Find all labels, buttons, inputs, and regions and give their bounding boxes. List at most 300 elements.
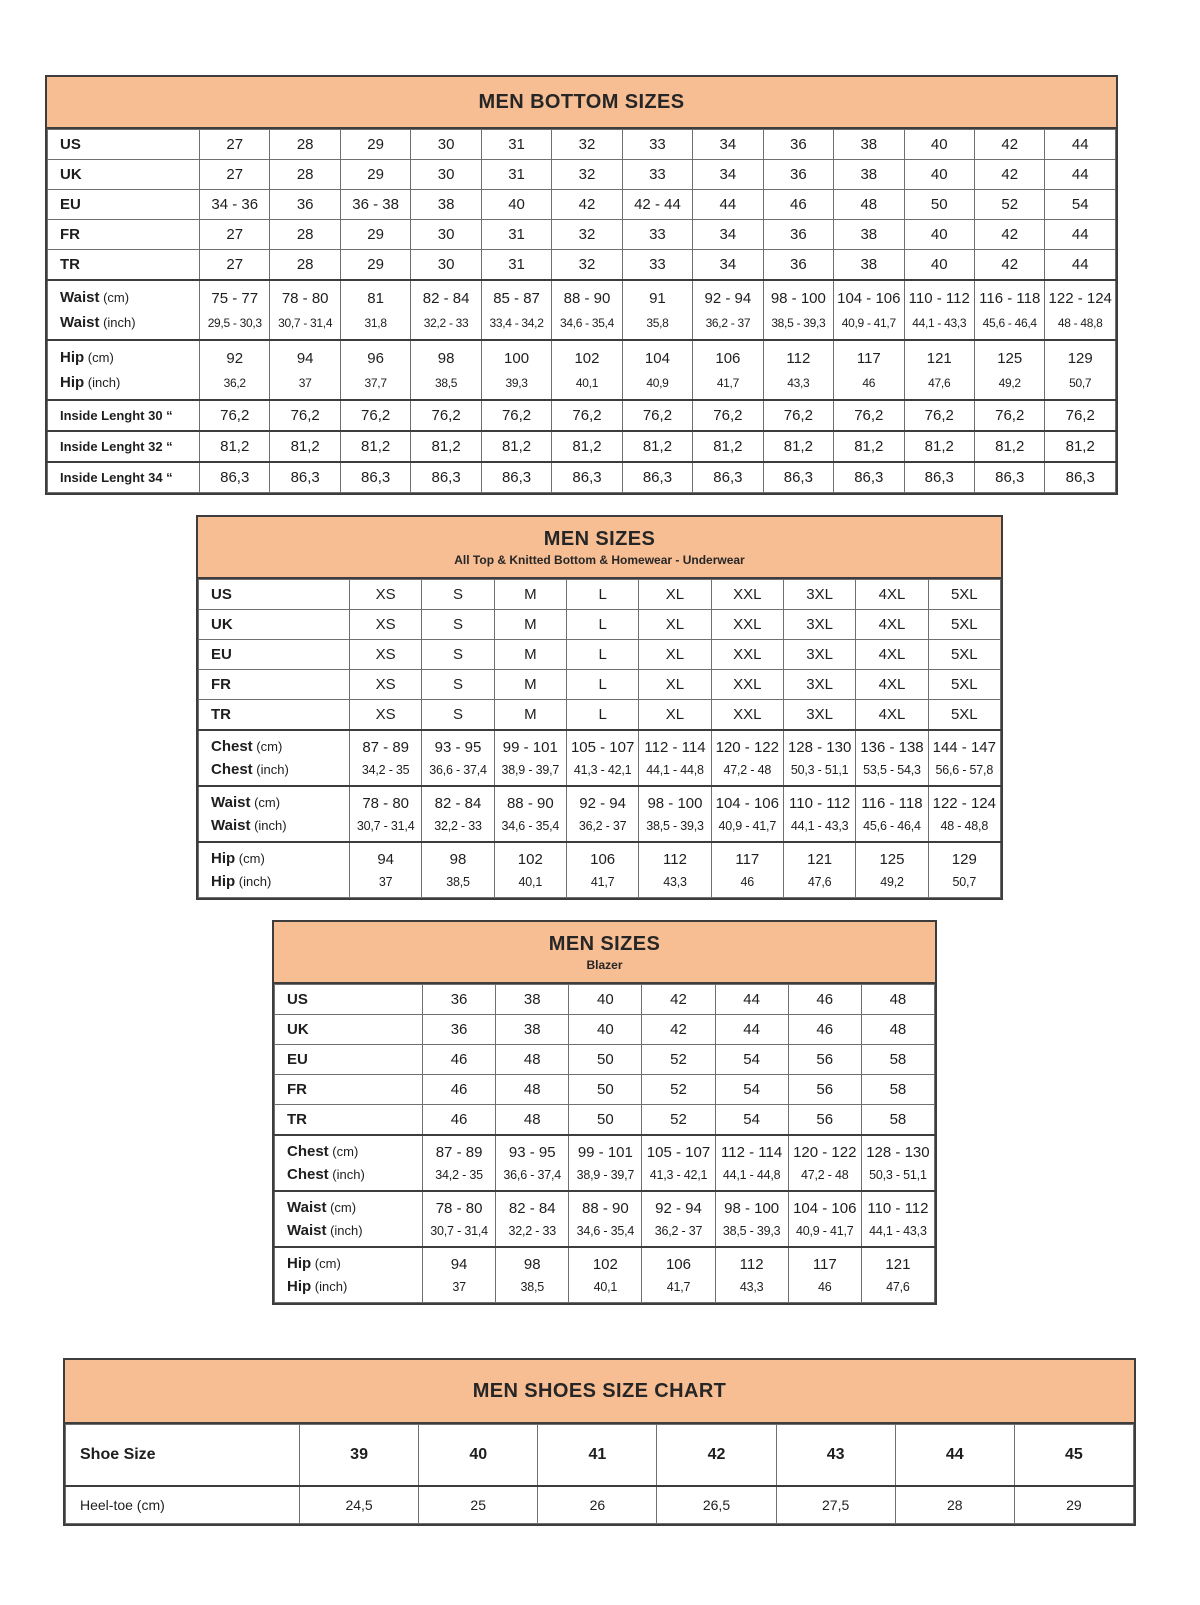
value-cell [481,280,551,340]
value-stack [567,731,638,785]
value-cell: 48 [496,1105,569,1136]
value-stack [834,341,903,399]
value-cm: 120 - 122 [715,738,779,756]
value-stack [422,731,493,785]
value-cell: 28 [270,250,340,281]
value-inch: 37 [378,875,393,890]
value-stack [496,1192,568,1246]
value-cell: 50 [904,190,974,220]
value-cell: XL [639,610,711,640]
row-label-cell [199,700,350,731]
value-cell: 46 [788,985,861,1015]
value-cell [861,1247,934,1303]
value-cell: S [422,700,494,731]
value-cell: 48 [496,1045,569,1075]
value-inch: 49,2 [880,875,904,890]
value-cm: 85 - 87 [493,290,540,307]
value-cell: 42 [642,1015,715,1045]
value-inch: 41,7 [716,376,739,390]
value-cell: 86,3 [834,462,904,493]
value-inch: 40,1 [593,1280,618,1295]
value-cell: 27,5 [776,1486,895,1524]
value-cell [711,842,783,898]
row-label-stack [211,731,349,785]
value-cell: 3XL [783,580,855,610]
value-cell [569,1135,642,1191]
value-stack [552,341,621,399]
value-cell [270,280,340,340]
table-row [48,431,1116,462]
value-stack [569,1192,641,1246]
value-stack [712,787,783,841]
row-label-cell [199,670,350,700]
value-inch: 50,7 [952,875,977,890]
value-inch: 38,5 - 39,3 [646,819,704,834]
table-row [275,1045,935,1075]
value-cm: 136 - 138 [860,738,924,756]
value-cell: 42 [974,250,1044,281]
value-cell [552,340,622,400]
value-inch: 36,6 - 37,4 [503,1168,561,1183]
value-cm: 94 [377,850,394,868]
value-cell: 31 [481,160,551,190]
row-label: TR [287,1111,307,1128]
row-label-cell [66,1425,300,1487]
value-cell: 38 [834,220,904,250]
row-label: Chest (cm) [211,737,283,755]
row-label: Heel-toe (cm) [80,1497,165,1513]
table-row [48,130,1116,160]
value-cm: 92 - 94 [655,1199,702,1217]
value-cm: 93 - 95 [434,738,482,756]
value-cell: 81,2 [622,431,692,462]
value-cell: 86,3 [481,462,551,493]
table-subtitle: Blazer [586,957,623,972]
row-label: US [211,586,232,603]
value-inch: 31,8 [364,316,387,330]
value-inch: 35,8 [646,316,669,330]
value-cell: 86,3 [1045,462,1116,493]
row-label-cell [48,250,200,281]
value-stack [411,281,480,339]
value-cm: 125 [997,350,1023,367]
row-label: US [287,991,308,1008]
value-cm: 112 [739,1255,764,1273]
row-label: UK [287,1021,309,1038]
value-inch: 44,1 - 43,3 [790,819,849,834]
value-cell: M [494,580,566,610]
value-inch: 47,2 - 48 [723,763,772,778]
value-cell: M [494,700,566,731]
value-cell [715,1247,788,1303]
row-label: Hip (cm) [211,849,265,867]
row-label-cell [275,1247,423,1303]
value-cell: 81,2 [552,431,622,462]
value-cm: 104 - 106 [715,794,779,812]
value-stack [716,1192,788,1246]
value-inch: 41,3 - 42,1 [649,1168,708,1183]
value-cell: M [494,670,566,700]
table-row [275,1191,935,1247]
row-label: UK [60,166,82,183]
value-cell: 76,2 [834,400,904,431]
value-cell: 50 [569,1075,642,1105]
value-cell [422,730,494,786]
table-row [275,1105,935,1136]
men-sizes-top-table [196,515,1003,900]
value-cell [861,1135,934,1191]
value-cell [411,340,481,400]
value-cell: 76,2 [340,400,410,431]
row-label: Chest (inch) [211,761,289,779]
value-stack [350,731,421,785]
value-cell: 34 [693,250,763,281]
value-cell: 32 [552,160,622,190]
value-cell: 31 [481,130,551,160]
value-inch: 36,2 - 37 [705,316,751,330]
value-cell: 40 [904,220,974,250]
value-inch: 37 [452,1280,466,1295]
value-cell: 31 [481,220,551,250]
value-cm: 75 - 77 [211,290,259,307]
value-cell: 81,2 [834,431,904,462]
table-row [199,670,1001,700]
value-cell: 52 [642,1075,715,1105]
value-inch: 47,6 [807,875,832,890]
value-cell: 86,3 [763,462,833,493]
row-label-stack [60,341,199,399]
value-cm: 120 - 122 [793,1143,857,1161]
value-inch: 40,9 - 41,7 [841,316,896,330]
value-cell: 44 [693,190,763,220]
table-row [275,1015,935,1045]
value-inch: 43,3 [663,875,687,890]
value-inch: 37,7 [364,376,387,390]
value-cell: XXL [711,670,783,700]
value-cell: L [566,580,638,610]
value-cell: 28 [895,1486,1014,1524]
value-cell: 38 [411,190,481,220]
value-cell: 76,2 [552,400,622,431]
value-cell: 29 [340,250,410,281]
value-cell [834,280,904,340]
value-cell: XXL [711,700,783,731]
table-row [48,190,1116,220]
value-cm: 88 - 90 [563,290,611,307]
value-cell [569,1247,642,1303]
value-inch: 34,6 - 35,4 [576,1224,635,1239]
table-row [275,985,935,1015]
value-inch: 43,3 [739,1280,764,1295]
value-cm: 112 - 114 [721,1143,783,1161]
value-cell: S [422,580,494,610]
value-cm: 122 - 124 [1048,290,1112,307]
value-stack [1045,281,1115,339]
men-bottom-sizes-table [45,75,1118,495]
value-cell: 27 [200,160,270,190]
value-cell [494,842,566,898]
value-inch: 46 [818,1280,832,1295]
value-cell: 40 [569,1015,642,1045]
value-cell: 44 [715,985,788,1015]
value-cell [496,1191,569,1247]
value-inch: 50,3 - 51,1 [790,763,849,778]
value-cell [974,340,1044,400]
value-inch: 44,1 - 43,3 [869,1224,927,1239]
value-inch: 29,5 - 30,3 [207,316,262,330]
value-cell: 44 [715,1015,788,1045]
value-cell: 48 [861,1015,934,1045]
value-cm: 92 - 94 [579,794,626,812]
value-cell [642,1191,715,1247]
value-inch: 40,9 [646,376,669,390]
row-label-cell [48,431,200,462]
value-cell: 86,3 [904,462,974,493]
value-cell: 27 [200,250,270,281]
value-cell: 46 [423,1075,496,1105]
value-cell: 39 [300,1425,419,1487]
value-cell: 56 [788,1075,861,1105]
value-cell: 42 [642,985,715,1015]
value-cm: 144 - 147 [932,738,996,756]
value-cell [715,1191,788,1247]
value-cell: 36 [763,130,833,160]
value-stack [495,731,566,785]
value-cell [622,280,692,340]
value-cell [569,1191,642,1247]
value-cell [642,1135,715,1191]
table-row [199,640,1001,670]
value-cell: 76,2 [693,400,763,431]
value-cell: 44 [895,1425,1014,1487]
table-title: MEN SIZES [548,932,661,955]
table-subtitle: All Top & Knitted Bottom & Homewear - Underwear [454,552,745,567]
value-inch: 44,1 - 44,8 [722,1168,781,1183]
value-stack [350,843,421,897]
value-cell: 81,2 [763,431,833,462]
value-cm: 94 [296,350,314,367]
value-inch: 46 [740,875,755,890]
value-cell [350,842,422,898]
value-cell: 24,5 [300,1486,419,1524]
value-cell [928,842,1000,898]
value-stack [567,787,638,841]
value-cell: XXL [711,610,783,640]
value-cell: 32 [552,250,622,281]
value-stack [789,1136,861,1190]
value-cell: 76,2 [200,400,270,431]
value-cell [783,730,855,786]
value-cell: 30 [411,250,481,281]
value-cm: 112 [786,350,811,367]
value-inch: 50,3 - 51,1 [869,1168,927,1183]
value-cm: 116 - 118 [979,290,1041,307]
value-stack [929,843,1000,897]
value-inch: 50,7 [1069,376,1092,390]
table-row [48,220,1116,250]
value-cell: 56 [788,1045,861,1075]
value-cell [783,786,855,842]
value-inch: 36,2 - 37 [578,819,627,834]
value-cell: L [566,610,638,640]
row-label-stack [60,281,199,339]
table-row [66,1425,1134,1487]
value-cell: 86,3 [340,462,410,493]
value-cell [496,1247,569,1303]
row-label-cell [48,190,200,220]
value-cm: 98 [449,850,467,868]
row-label: Hip (cm) [287,1254,341,1272]
row-label-stack [287,1248,422,1302]
value-cell: 76,2 [1045,400,1116,431]
row-label: Hip (inch) [211,873,272,891]
men-sizes-top-grid [198,579,1001,898]
value-stack [642,1192,714,1246]
value-cell: 32 [552,130,622,160]
value-stack [856,787,927,841]
value-cell [788,1191,861,1247]
value-cell: 29 [340,160,410,190]
value-cell [200,340,270,400]
value-cm: 78 - 80 [362,794,410,812]
value-cell: 5XL [928,580,1000,610]
value-cell [423,1135,496,1191]
value-inch: 47,6 [886,1280,910,1295]
value-cell [494,786,566,842]
value-stack [411,341,480,399]
value-cm: 117 [812,1255,837,1273]
row-label-cell [199,610,350,640]
value-cell: XXL [711,580,783,610]
value-cm: 98 [523,1255,541,1273]
value-cell: 86,3 [974,462,1044,493]
value-cell: 32 [552,220,622,250]
value-cell [422,842,494,898]
value-inch: 40,1 [518,875,543,890]
value-stack [856,731,927,785]
value-cm: 102 [574,350,600,367]
value-cell [566,786,638,842]
value-cell: 76,2 [411,400,481,431]
value-cell: 52 [642,1045,715,1075]
value-cm: 110 - 112 [789,794,851,812]
row-label: Inside Lenght 32 “ [60,439,173,454]
value-cm: 98 - 100 [647,794,703,812]
value-inch: 46 [862,376,876,390]
value-cell: 42 [974,220,1044,250]
value-cell: 3XL [783,610,855,640]
value-cell: 38 [834,130,904,160]
value-cell: 40 [904,130,974,160]
value-cm: 98 - 100 [770,290,826,307]
value-cell: 76,2 [974,400,1044,431]
table-row [48,280,1116,340]
value-stack [495,843,566,897]
value-cell: 30 [411,130,481,160]
value-cell: M [494,610,566,640]
value-cm: 92 [226,350,244,367]
value-cell [904,280,974,340]
row-label: Inside Lenght 34 “ [60,470,173,485]
value-cell [350,786,422,842]
value-cell [711,730,783,786]
value-cell: 30 [411,220,481,250]
value-cell: 40 [481,190,551,220]
value-cell: 86,3 [693,462,763,493]
value-cm: 110 - 112 [908,290,970,307]
value-cell: 81,2 [270,431,340,462]
value-cell: 44 [1045,130,1116,160]
value-stack [712,843,783,897]
value-stack [905,281,974,339]
value-stack [569,1136,641,1190]
value-cm: 105 - 107 [570,738,635,756]
value-stack [496,1136,568,1190]
value-inch: 36,2 [223,376,246,390]
value-cell [856,786,928,842]
value-cell [715,1135,788,1191]
value-cm: 98 - 100 [724,1199,780,1217]
value-cell: 44 [1045,250,1116,281]
value-inch: 37 [298,376,312,390]
value-inch: 40,1 [575,376,599,390]
value-cm: 94 [450,1255,468,1273]
value-inch: 38,5 - 39,3 [722,1224,781,1239]
row-label-cell [199,640,350,670]
value-cell: 3XL [783,700,855,731]
value-cm: 129 [951,850,977,868]
value-inch: 34,6 - 35,4 [559,316,615,330]
value-inch: 34,2 - 35 [361,763,410,778]
value-cell [481,340,551,400]
value-cell [340,280,410,340]
value-cell: 81,2 [974,431,1044,462]
row-label: EU [287,1051,308,1068]
value-cm: 102 [517,850,543,868]
table-title: MEN SHOES SIZE CHART [472,1379,727,1402]
row-label-cell [275,1075,423,1105]
row-label-cell [48,280,200,340]
value-stack [862,1248,934,1302]
value-cm: 128 - 130 [787,738,852,756]
value-stack [341,341,410,399]
value-cm: 106 [590,850,616,868]
row-label-cell [199,842,350,898]
row-label-cell [48,160,200,190]
row-label: EU [60,196,81,213]
value-cell: 25 [419,1486,538,1524]
value-cell [711,786,783,842]
value-stack [623,341,692,399]
value-cell [763,340,833,400]
value-cell [622,340,692,400]
value-cell: 86,3 [552,462,622,493]
value-cm: 98 [437,350,455,367]
row-label-stack [211,787,349,841]
row-label: Waist (cm) [211,793,281,811]
value-cell [788,1135,861,1191]
value-stack [1045,341,1115,399]
row-label-cell [199,786,350,842]
value-cell: 3XL [783,640,855,670]
row-label-cell [48,400,200,431]
value-cell: 42 [974,160,1044,190]
value-inch: 40,9 - 41,7 [795,1224,854,1239]
row-label-cell [199,580,350,610]
value-cell: 58 [861,1045,934,1075]
table-row [199,610,1001,640]
value-stack [270,281,339,339]
